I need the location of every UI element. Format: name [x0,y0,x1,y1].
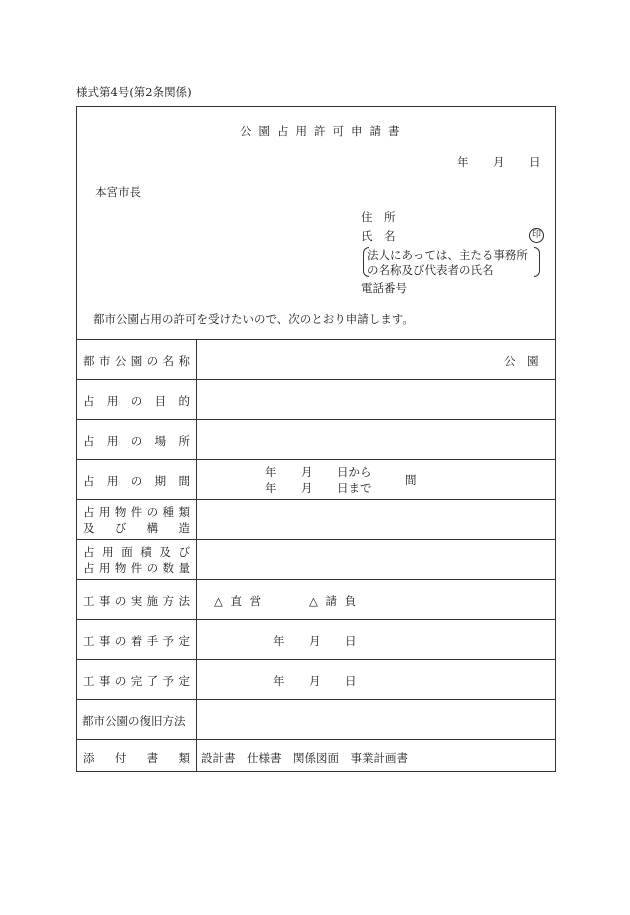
name-label: 氏 名 [361,229,396,243]
label-attachments: 添 付 書 類 [83,751,190,765]
label-restoration: 都市公園の復旧方法 [82,714,186,728]
label-method: 工 事 の 実 施 方 法 [83,594,190,608]
form-title: 公園占用許可申請書 [240,124,407,138]
form-number: 様式第4号(第2条関係) [76,85,192,99]
row-restoration [77,699,555,739]
label-start: 工 事 の 着 手 予 定 [83,634,190,648]
row-purpose [77,379,555,419]
period-to-year: 年 [265,481,277,495]
start-month: 月 [309,634,321,648]
label-completion: 工 事 の 完 了 予 定 [83,674,190,688]
start-year: 年 [273,634,285,648]
park-name-suffix: 公 園 [504,354,539,368]
row-area [77,539,555,579]
form-header [77,107,555,339]
row-location [77,419,555,459]
period-to-month: 月 [301,481,313,495]
period-to-day: 日まで [337,481,372,495]
row-method [77,579,555,619]
row-object-type [77,499,555,539]
completion-day: 日 [345,674,357,688]
label-object-type-2: 及 び 構 造 [83,521,190,535]
method-direct: △ 直 営 [214,594,264,608]
method-contract: △ 請 負 [309,594,359,608]
period-total: 間 [405,473,417,487]
corp-note-line2: の名称及び代表者の氏名 [367,263,494,277]
label-area-1: 占 用 面 積 及 び [83,545,190,559]
start-day: 日 [345,634,357,648]
label-location: 占 用 の 場 所 [83,434,190,448]
label-park-name: 都 市 公 園 の 名 称 [83,354,190,368]
row-attachments [77,739,555,771]
attachments-list: 設計書 仕様書 関係図面 事業計画書 [201,751,408,765]
seal-mark: 印 [529,228,544,243]
label-period: 占 用 の 期 間 [83,474,190,488]
corp-note-line1: 法人にあっては、主たる事務所 [367,248,528,262]
application-statement: 都市公園占用の許可を受けたいので、次のとおり申請します。 [93,312,414,326]
row-start [77,619,555,659]
addressee: 本宮市長 [95,185,141,199]
label-object-type-1: 占 用 物 件 の 種 類 [83,505,190,519]
completion-month: 月 [309,674,321,688]
label-purpose: 占 用 の 目 的 [83,394,190,408]
row-completion [77,659,555,699]
note-bracket-right [534,247,540,277]
completion-year: 年 [273,674,285,688]
label-area-2: 占 用 物 件 の 数 量 [83,561,190,575]
application-form [76,106,556,772]
date-year: 年 [457,155,469,169]
row-park-name [77,339,555,379]
date-day: 日 [529,155,541,169]
period-from-year: 年 [265,465,277,479]
row-period [77,459,555,499]
period-from-month: 月 [301,465,313,479]
phone-label: 電話番号 [361,281,407,295]
address-label: 住 所 [361,210,396,224]
date-month: 月 [493,155,505,169]
period-from-day: 日から [337,465,372,479]
